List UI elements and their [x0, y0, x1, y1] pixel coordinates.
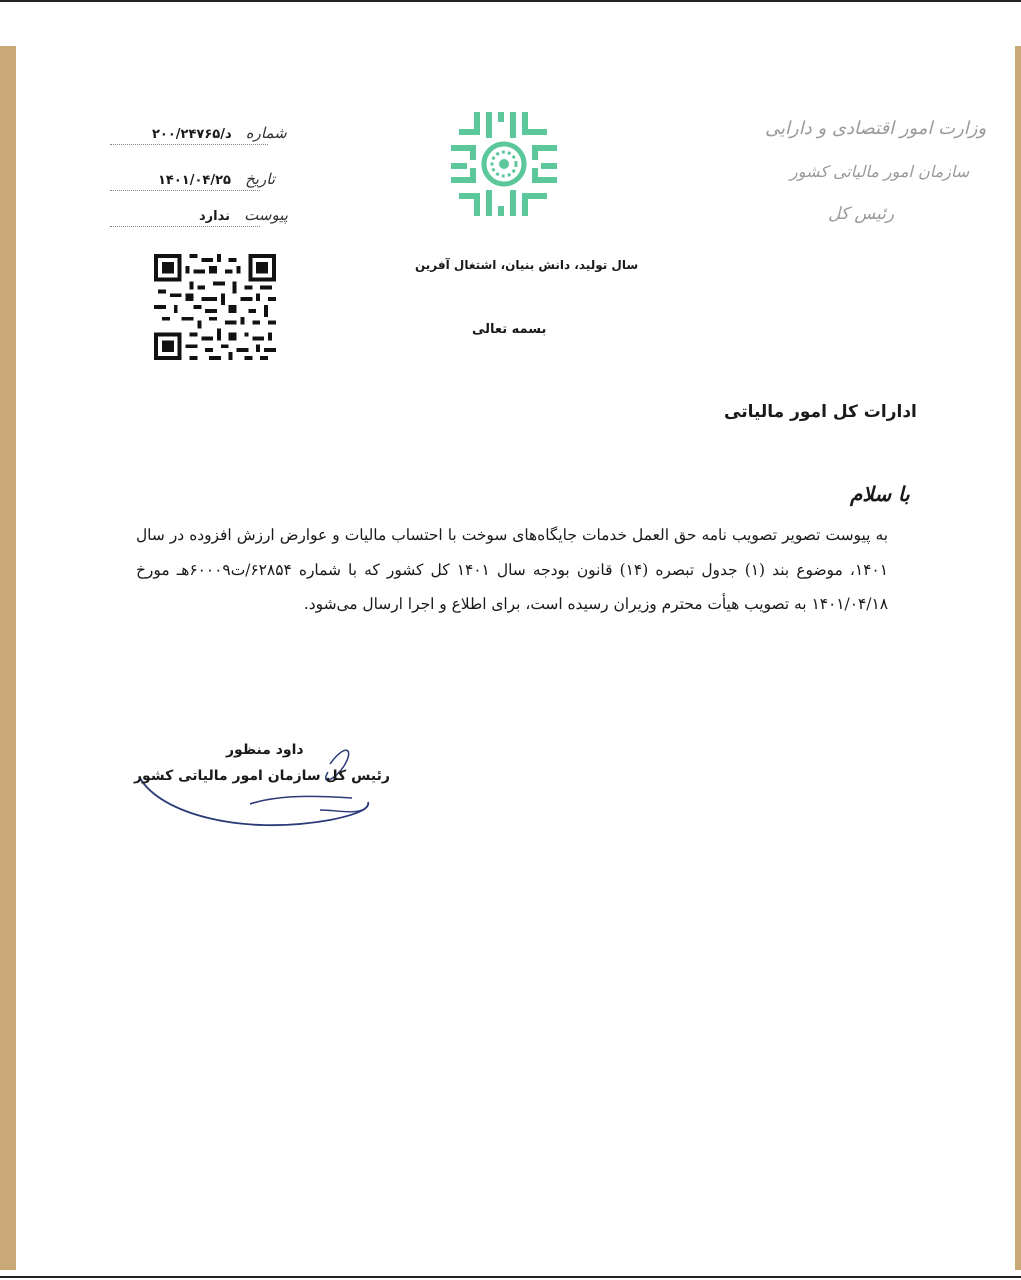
- date-dotline: [110, 190, 260, 191]
- attachment-dotline: [110, 226, 260, 227]
- signatory-name: داود منظور: [226, 742, 304, 758]
- letter-attachment-label: پیوست: [244, 206, 288, 224]
- invocation: بسمه تعالی: [472, 322, 547, 337]
- letter-attachment-value: ندارد: [199, 209, 231, 224]
- paper-right-edge: [1015, 46, 1021, 1270]
- letter-date-label: تاریخ: [245, 170, 275, 188]
- paper-left-edge: [0, 46, 16, 1270]
- letter-number-label: شماره: [245, 124, 287, 142]
- letter-page: [16, 46, 1015, 1270]
- top-border: [0, 0, 1021, 2]
- organization-logo-icon: [447, 108, 561, 220]
- letter-greeting: با سلام: [850, 482, 910, 506]
- handwritten-head-title: رئیس کل: [828, 204, 895, 224]
- year-slogan: سال تولید، دانش بنیان، اشتغال آفرین: [415, 258, 639, 272]
- handwritten-ministry: وزارت امور اقتصادی و دارایی: [765, 118, 987, 139]
- letter-body: به پیوست تصویر تصویب نامه حق العمل خدمات جایگاه‌های سوخت با احتساب مالیات و عوارض ارزش افزوده در سال ۱۴۰۱، موضوع بند (۱) جدول تبصره (۱۴) قانون بودجه سال ۱۴۰۱ کل کشور که با شماره ۶۲۸۵۴/ت۶۰۰۰۹هـ مورخ ۱۴۰۱/۰۴/۱۸ به تصویب هیأت محترم وزیران رسیده است، برای اطلاع و اجرا ارسال می‌شود.: [136, 526, 888, 613]
- number-dotline: [110, 144, 268, 145]
- handwritten-organization: سازمان امور مالیاتی کشور: [790, 162, 970, 181]
- letter-number-field: [152, 124, 287, 142]
- signatory-title: رئیس کل سازمان امور مالیاتی کشور: [134, 768, 390, 784]
- bottom-border: [0, 1276, 1021, 1278]
- letter-date-value: ۱۴۰۱/۰۴/۲۵: [158, 173, 231, 188]
- letter-number-value: د/۲۰۰/۲۴۷۶۵: [152, 127, 232, 142]
- letter-addressee: ادارات کل امور مالیاتی: [724, 402, 917, 422]
- letter-attachment-field: [199, 206, 288, 224]
- qr-code-icon: [153, 254, 277, 360]
- letter-date-field: [158, 170, 275, 188]
